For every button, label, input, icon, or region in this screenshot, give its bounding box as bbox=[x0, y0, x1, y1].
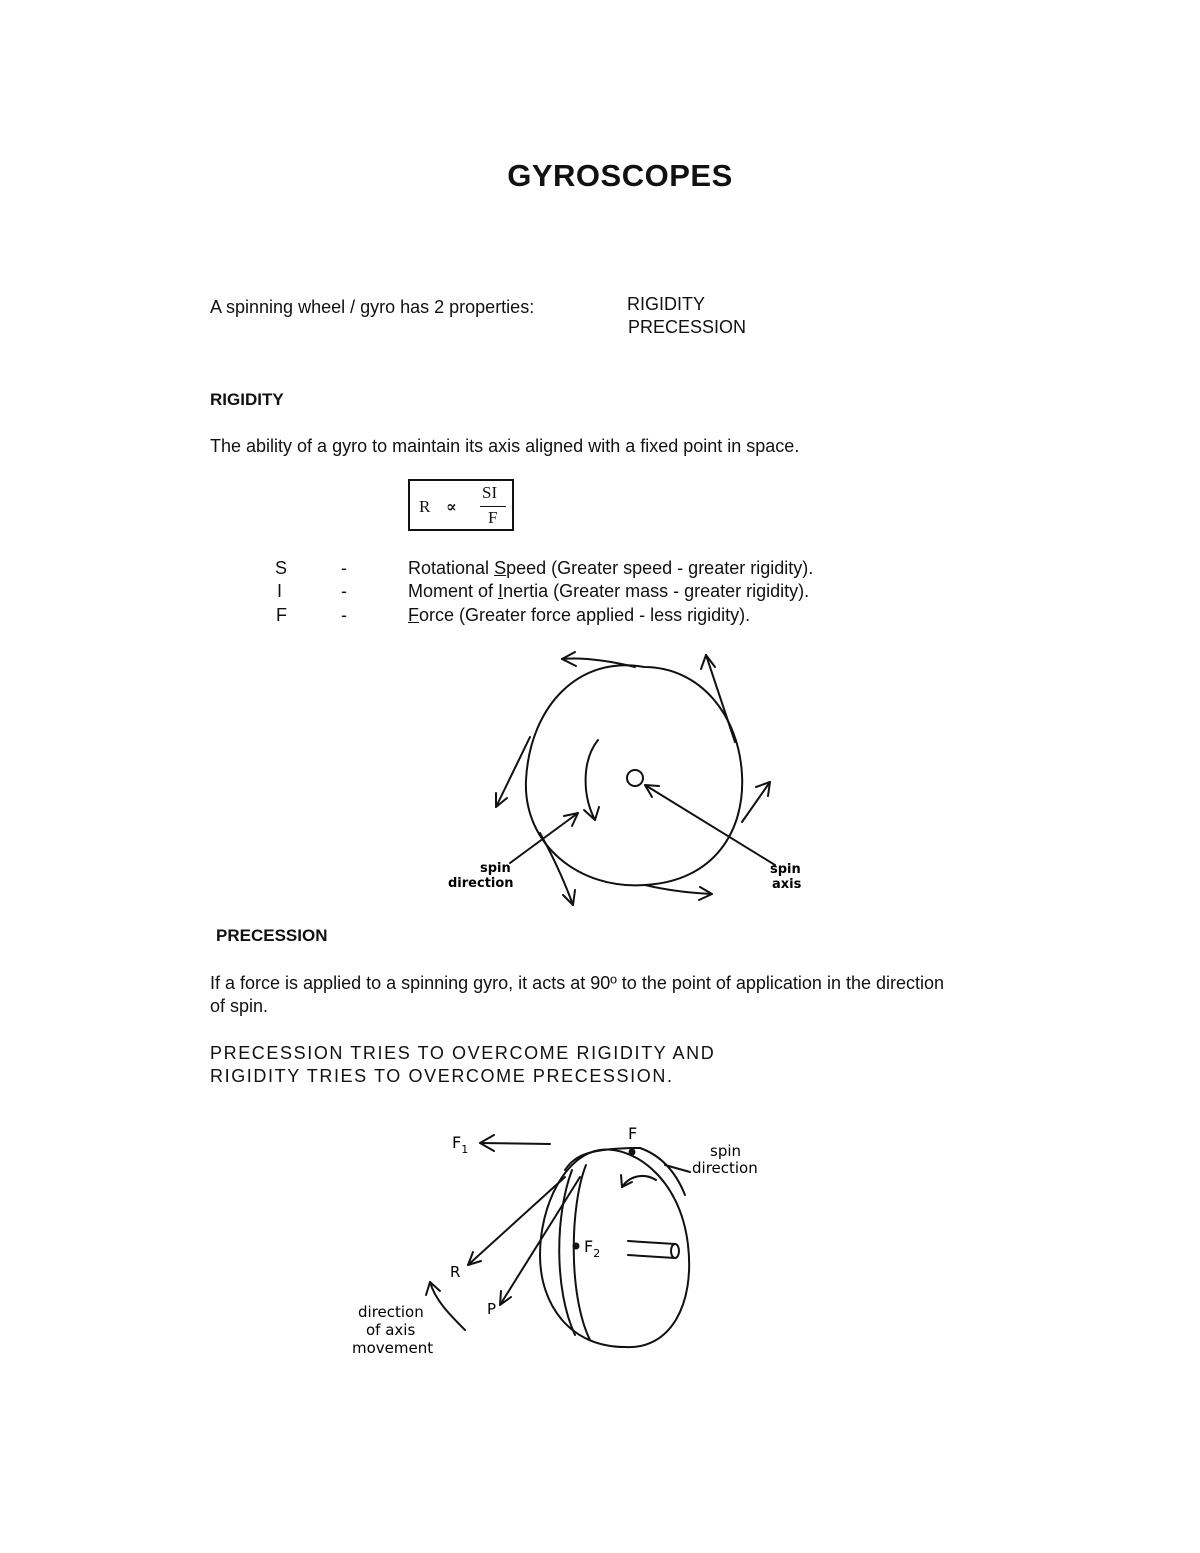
label-direction: direction bbox=[358, 1303, 424, 1321]
spin-axis-hub bbox=[627, 770, 643, 786]
formula-denominator: F bbox=[488, 508, 498, 527]
page-title: GYROSCOPES bbox=[507, 158, 733, 193]
term-symbol: S bbox=[275, 558, 288, 578]
tangent-arrow bbox=[706, 655, 735, 742]
axis-movement-arrow bbox=[430, 1282, 465, 1330]
tangent-arrow bbox=[496, 737, 530, 807]
precession-emphasis-line1: PRECESSION TRIES TO OVERCOME RIGIDITY AND bbox=[210, 1043, 716, 1063]
label-direction: direction bbox=[692, 1159, 758, 1177]
spinning-wheel-diagram bbox=[430, 645, 830, 915]
term-description: Rotational Speed (Greater speed - greater rigidity). bbox=[408, 558, 814, 578]
label-f: F bbox=[628, 1124, 638, 1143]
rigidity-formula bbox=[408, 479, 514, 531]
label-spin: spin bbox=[770, 862, 801, 877]
precession-heading: PRECESSION bbox=[216, 926, 328, 945]
label-f2: $F_2$ bbox=[584, 1237, 601, 1260]
point-f2 bbox=[573, 1243, 580, 1250]
term-dash: - bbox=[341, 581, 347, 601]
precession-emphasis-line2: RIGIDITY TRIES TO OVERCOME PRECESSION. bbox=[210, 1066, 674, 1086]
label-axis: axis bbox=[772, 877, 802, 892]
term-symbol: I bbox=[277, 581, 283, 601]
property-precession: PRECESSION bbox=[628, 317, 747, 337]
term-symbol: F bbox=[276, 605, 287, 625]
leader-line bbox=[510, 813, 578, 863]
label-r: R bbox=[450, 1263, 461, 1281]
proportional-symbol: ∝ bbox=[446, 499, 457, 516]
term-dash: - bbox=[341, 605, 347, 625]
term-description: Force (Greater force applied - less rigidity). bbox=[408, 605, 751, 625]
label-p: P bbox=[487, 1300, 497, 1318]
precession-diagram bbox=[340, 1115, 800, 1365]
rigidity-definition: The ability of a gyro to maintain its axis aligned with a fixed point in space. bbox=[210, 436, 800, 456]
formula-left: R bbox=[419, 497, 431, 516]
term-description: Moment of Inertia (Greater mass - greater rigidity). bbox=[408, 581, 810, 601]
tangent-arrow bbox=[645, 885, 712, 894]
precession-definition-line2: of spin. bbox=[210, 996, 269, 1016]
rigidity-arrow bbox=[468, 1177, 565, 1265]
label-f1: $F_1$ bbox=[452, 1133, 469, 1156]
intro-text: A spinning wheel / gyro has 2 properties: bbox=[210, 297, 535, 317]
spin-direction-arrow bbox=[586, 740, 598, 820]
label-of-axis: of axis bbox=[366, 1321, 416, 1339]
wheel-circle bbox=[526, 665, 742, 885]
label-movement: movement bbox=[352, 1339, 434, 1357]
force-arrow-f1 bbox=[480, 1143, 550, 1144]
leader-line bbox=[645, 785, 775, 865]
point-f bbox=[629, 1149, 636, 1156]
property-rigidity: RIGIDITY bbox=[627, 294, 706, 314]
tangent-arrow bbox=[540, 833, 573, 905]
precession-definition-line1: If a force is applied to a spinning gyro, it acts at 90º to the point of application in the direction bbox=[210, 973, 945, 993]
rigidity-heading: RIGIDITY bbox=[210, 390, 284, 409]
term-dash: - bbox=[341, 558, 347, 578]
formula-numerator: SI bbox=[482, 483, 498, 502]
fraction-bar bbox=[480, 506, 506, 507]
precession-arrow bbox=[500, 1177, 580, 1305]
label-spin: spin bbox=[480, 861, 511, 876]
label-spin: spin bbox=[710, 1142, 742, 1160]
label-direction: direction bbox=[448, 876, 514, 891]
disc-outline bbox=[600, 1149, 689, 1347]
